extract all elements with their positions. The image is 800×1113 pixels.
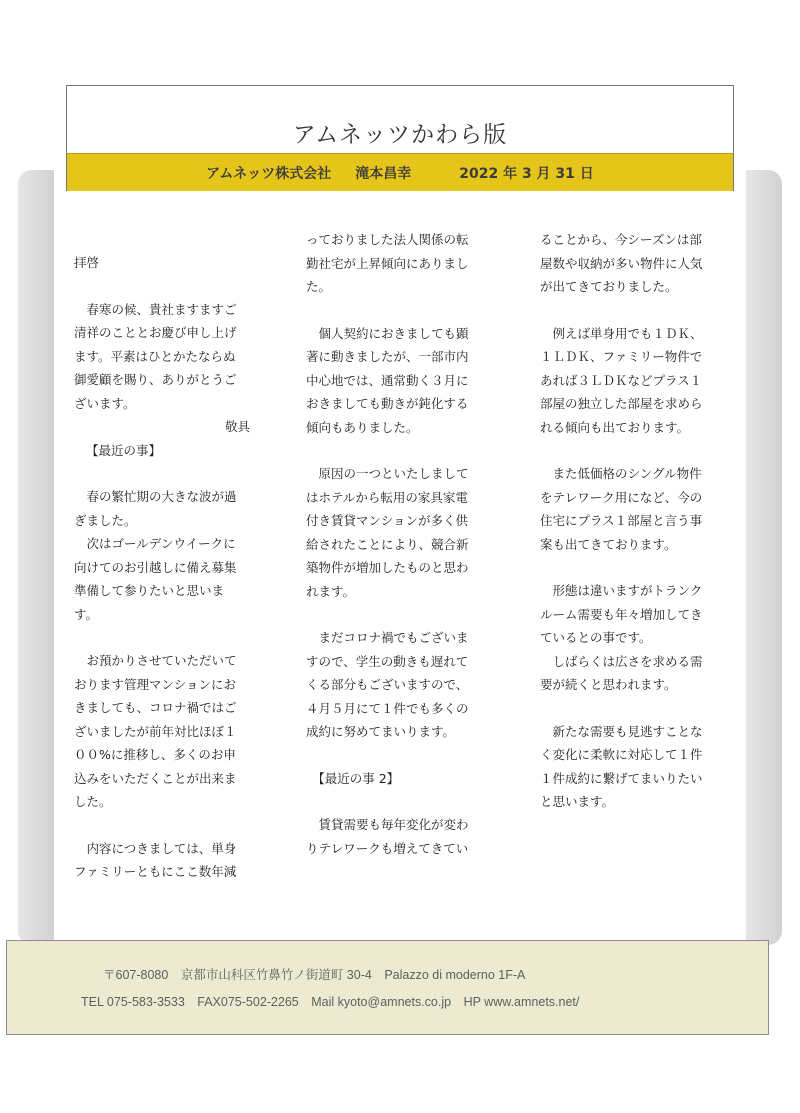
newsletter-header bbox=[66, 85, 734, 191]
paragraph: また低価格のシングル物件 をテレワーク用になど、今の 住宅にプラス１部屋と言う事 案も出てきております。 bbox=[540, 466, 703, 552]
contact-line: TEL 075-583-3533 FAX075-502-2265 Mail kyoto@amnets.co.jp HP www.amnets.net/ bbox=[81, 995, 580, 1009]
paragraph: 春の繁忙期の大きな波が過 ぎました。 次はゴールデンウイークに 向けてのお引越しに備え募集 準備して参りたいと思いま す。 bbox=[74, 489, 237, 622]
paragraph: ることから、今シーズンは部 屋数や収納が多い物件に人気 が出てきておりました。 bbox=[540, 232, 703, 294]
newsletter-title: アムネッツかわら版 bbox=[292, 122, 508, 148]
article-column-2 bbox=[306, 228, 486, 860]
paragraph: 新たな需要も見逃すことな く変化に柔軟に対応して１件 １件成約に繋げてまいりたい と思います。 bbox=[540, 723, 703, 809]
right-page-edge bbox=[746, 170, 782, 945]
section-heading: 【最近の事 2】 bbox=[306, 770, 400, 786]
paragraph: お預かりさせていただいて おります管理マンションにお きましても、コロナ禍ではご ざいましたが前年対比ほぼ１ ００%に推移し、多くのお申 込みをいただくことが出来ま した。 bbox=[74, 653, 237, 809]
header-info-bar bbox=[67, 153, 733, 191]
section-heading: 【最近の事】 bbox=[86, 442, 162, 458]
paragraph: 賃貸需要も毎年変化が変わ りテレワークも増えてきてい bbox=[306, 817, 469, 856]
paragraph: 例えば単身用でも１ＤＫ、 １ＬＤＫ、ファミリー物件で あれば３ＬＤＫなどプラス１ 部屋の独立した部屋を求めら れる傾向も出ております。 bbox=[540, 325, 703, 435]
left-page-edge bbox=[18, 170, 54, 945]
address-line: 〒607-8080 京都市山科区竹鼻竹ノ街道町 30-4 Palazzo di moderno 1F-A bbox=[103, 968, 526, 982]
paragraph: まだコロナ禍でもございま すので、学生の動きも遅れて くる部分もございますので、 ４月５月にて１件でも多くの 成約に努めてまいります。 bbox=[306, 630, 469, 739]
paragraph: 内容につきましては、単身 ファミリーともにここ数年減 bbox=[74, 840, 237, 879]
article-column-3 bbox=[540, 228, 720, 814]
article-column-1 bbox=[74, 228, 254, 884]
issue-date: 2022 年 3 月 31 日 bbox=[459, 165, 594, 182]
closing: 敬具 bbox=[224, 419, 250, 434]
company-name: アムネッツ株式会社 bbox=[206, 165, 332, 182]
author-name: 滝本昌幸 bbox=[355, 165, 412, 182]
greeting: 拝啓 bbox=[74, 255, 100, 270]
paragraph: 個人契約におきましても顕 著に動きましたが、一部市内 中心地では、通常動く３月に おきましても動きが鈍化する 傾向もありました。 bbox=[306, 325, 469, 435]
paragraph: 原因の一つといたしまして はホテルから転用の家具家電 付き賃貸マンションが多く供 給されたことにより、競合新 築物件が増加したものと思わ れます。 bbox=[306, 466, 469, 599]
contact-footer bbox=[6, 940, 769, 1035]
paragraph: 形態は違いますがトランク ルーム需要も年々増加してき ているとの事です。 しばらくは広さを求める需 要が続くと思われます。 bbox=[540, 583, 703, 692]
paragraph: っておりました法人関係の転 勤社宅が上昇傾向にありまし た。 bbox=[306, 232, 469, 294]
paragraph: 春寒の候、貴社ますますご 清祥のこととお慶び申し上げ ます。平素はひとかたならぬ 御愛顧を賜り、ありがとうご ざいます。 bbox=[74, 301, 237, 411]
